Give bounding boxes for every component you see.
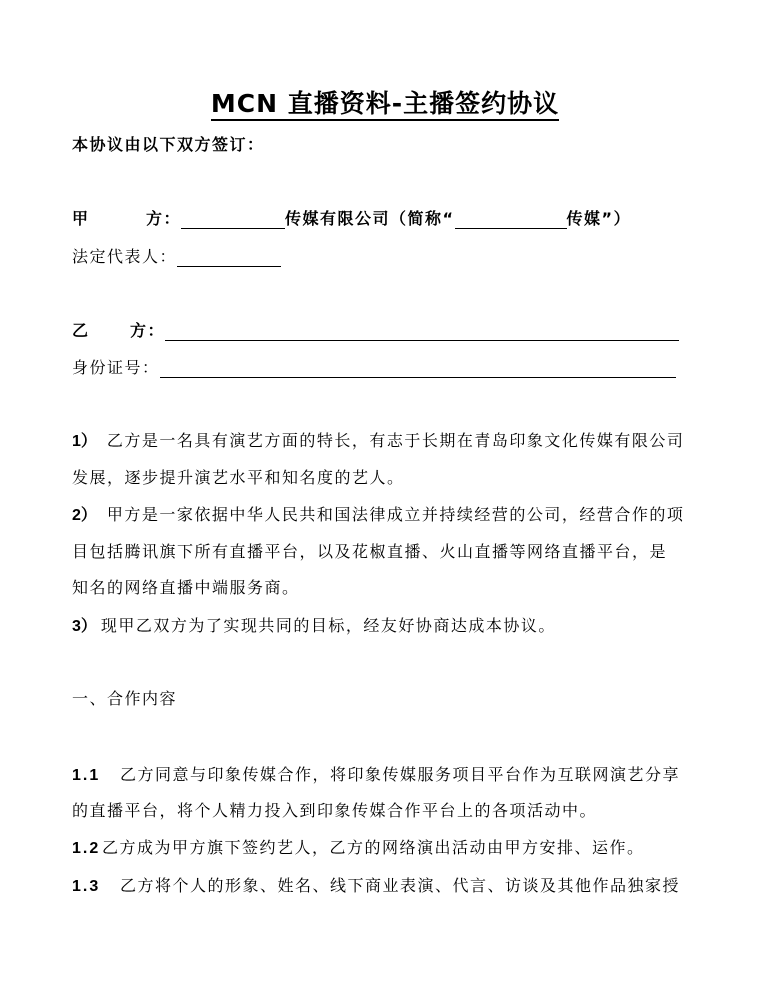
party-a-label-2: 方： bbox=[146, 209, 182, 228]
section-1-heading: 一、合作内容 bbox=[72, 689, 178, 708]
party-b-line bbox=[72, 318, 679, 341]
party-a-company-blank[interactable] bbox=[181, 211, 285, 229]
id-number-label: 身份证号： bbox=[72, 358, 160, 377]
legal-rep-line bbox=[72, 244, 281, 267]
recital-2-line-2: 目包括腾讯旗下所有直播平台，以及花椒直播、火山直播等网络直播平台，是 bbox=[72, 542, 668, 561]
clause-1-1-number: 1.1 bbox=[72, 767, 101, 784]
document-title: MCN 直播资料-主播签约协议 bbox=[0, 84, 770, 120]
party-b-label-1: 乙 bbox=[72, 321, 90, 340]
id-number-line bbox=[72, 355, 676, 378]
party-a-company-suffix: 传媒有限公司（简称“ bbox=[285, 209, 455, 228]
recital-3-number: 3） bbox=[72, 618, 97, 635]
recital-3-line-1: 3） 现甲乙双方为了实现共同的目标，经友好协商达成本协议。 bbox=[72, 616, 556, 635]
legal-rep-blank[interactable] bbox=[177, 249, 281, 267]
party-a-label-1: 甲 bbox=[72, 209, 90, 228]
recital-2-line-1: 2） 甲方是一家依据中华人民共和国法律成立并持续经营的公司，经营合作的项 bbox=[72, 505, 685, 524]
clause-1-1-line-2: 的直播平台，将个人精力投入到印象传媒合作平台上的各项活动中。 bbox=[72, 801, 598, 820]
recital-1-line-1: 1） 乙方是一名具有演艺方面的特长，有志于长期在青岛印象文化传媒有限公司 bbox=[72, 431, 685, 450]
intro-line: 本协议由以下双方签订： bbox=[72, 135, 265, 154]
party-a-line bbox=[72, 206, 631, 229]
id-number-blank[interactable] bbox=[160, 360, 676, 378]
recital-2-line-3: 知名的网络直播中端服务商。 bbox=[72, 578, 300, 597]
clause-1-3-line-1: 1.3 乙方将个人的形象、姓名、线下商业表演、代言、访谈及其他作品独家授 bbox=[72, 876, 681, 895]
clause-1-1-line-1: 1.1 乙方同意与印象传媒合作，将印象传媒服务项目平台作为互联网演艺分享 bbox=[72, 765, 681, 784]
party-a-short-suffix: 传媒”） bbox=[566, 209, 632, 228]
recital-2-number: 2） bbox=[72, 507, 97, 524]
recital-1-number: 1） bbox=[72, 433, 97, 450]
clause-1-3-number: 1.3 bbox=[72, 878, 101, 895]
party-a-short-name-blank[interactable] bbox=[455, 211, 567, 229]
party-b-label-2: 方： bbox=[130, 321, 166, 340]
clause-1-2-line-1: 1.2 乙方成为甲方旗下签约艺人，乙方的网络演出活动由甲方安排、运作。 bbox=[72, 838, 645, 857]
party-b-name-blank[interactable] bbox=[165, 323, 679, 341]
legal-rep-label: 法定代表人： bbox=[72, 247, 178, 266]
recital-1-line-2: 发展，逐步提升演艺水平和知名度的艺人。 bbox=[72, 468, 405, 487]
clause-1-2-number: 1.2 bbox=[72, 840, 101, 857]
